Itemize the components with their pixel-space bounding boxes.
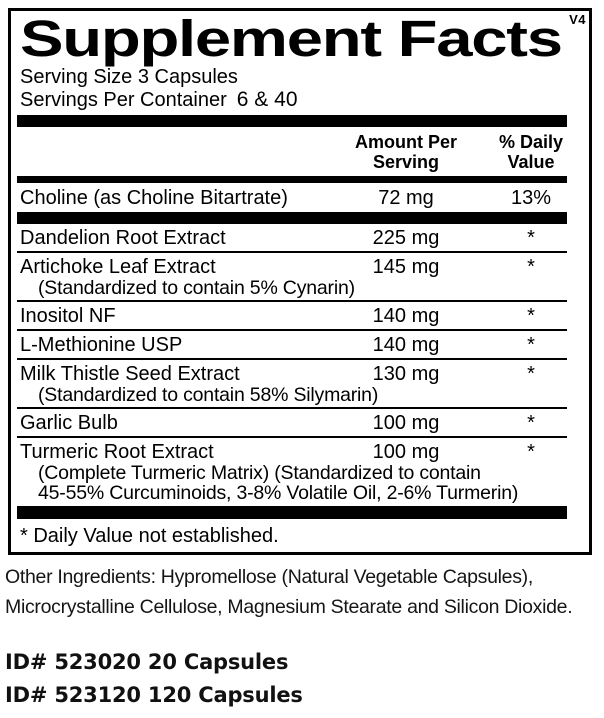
- ingredient-amount: 140 mg: [372, 305, 440, 328]
- panel-title: Supplement Facts: [20, 10, 562, 67]
- ingredient-standardization-note: 45-55% Curcuminoids, 3-8% Volatile Oil, 2-6% Turmerin): [38, 482, 519, 505]
- ingredient-name: Garlic Bulb: [20, 412, 118, 435]
- ingredient-daily-value: *: [527, 363, 535, 386]
- ingredient-daily-value: *: [527, 334, 535, 357]
- serving-size-line: Serving Size 3 Capsules: [20, 66, 238, 89]
- servings-per-container-line: [17, 89, 567, 112]
- table-header-row: [17, 127, 567, 176]
- ingredient-amount: 72 mg: [378, 187, 434, 210]
- servings-per-container-value: 6 & 40: [236, 87, 298, 111]
- ingredient-amount: 100 mg: [372, 441, 440, 464]
- ingredient-row-dandelion: [17, 224, 567, 253]
- product-id-line: ID# 523120 120 Capsules: [5, 683, 303, 707]
- ingredient-standardization-note: (Standardized to contain 5% Cynarin): [38, 277, 355, 300]
- header-amount-per-serving: Amount Per Serving: [354, 132, 457, 173]
- product-id-line: ID# 523020 20 Capsules: [5, 650, 289, 674]
- servings-per-container-label: Servings Per Container: [20, 88, 227, 111]
- ingredient-standardization-note: (Complete Turmeric Matrix) (Standardized to contain: [38, 462, 481, 485]
- ingredient-daily-value: *: [527, 227, 535, 250]
- header-percent-daily-value: % Daily Value: [498, 132, 564, 173]
- other-ingredients-line: Other Ingredients: Hypromellose (Natural Vegetable Capsules),: [5, 566, 533, 588]
- ingredient-daily-value: *: [527, 305, 535, 328]
- ingredient-row-turmeric: [17, 438, 567, 506]
- product-id-list: [5, 646, 604, 712]
- ingredient-row-inositol: [17, 302, 567, 331]
- ingredient-name: Choline (as Choline Bitartrate): [20, 187, 288, 210]
- ingredient-row-choline: [17, 183, 567, 212]
- ingredient-row-milk-thistle: [17, 360, 567, 409]
- ingredient-amount: 145 mg: [372, 256, 440, 279]
- ingredient-row-garlic: [17, 409, 567, 438]
- divider-bar-choline: [17, 212, 567, 224]
- ingredient-name: Turmeric Root Extract: [20, 441, 214, 464]
- ingredient-standardization-note: (Standardized to contain 58% Silymarin): [38, 384, 379, 407]
- ingredient-name: Artichoke Leaf Extract: [20, 256, 216, 279]
- ingredient-name: L-Methionine USP: [20, 334, 183, 357]
- daily-value-footnote: * Daily Value not established.: [20, 525, 279, 548]
- ingredient-amount: 225 mg: [372, 227, 440, 250]
- ingredient-name: Inositol NF: [20, 305, 116, 328]
- version-tag: V4: [569, 12, 586, 27]
- divider-bar-top: [17, 115, 567, 127]
- divider-bar-bottom: [17, 506, 567, 519]
- ingredient-daily-value: *: [527, 256, 535, 279]
- ingredient-row-methionine: [17, 331, 567, 360]
- other-ingredients: [5, 562, 604, 622]
- other-ingredients-line: Microcrystalline Cellulose, Magnesium Stearate and Silicon Dioxide.: [5, 596, 573, 618]
- ingredient-daily-value: *: [527, 412, 535, 435]
- ingredient-amount: 130 mg: [372, 363, 440, 386]
- supplement-facts-panel: [8, 8, 592, 555]
- divider-bar-header: [17, 176, 567, 183]
- ingredient-daily-value: 13%: [510, 187, 552, 210]
- ingredient-name: Dandelion Root Extract: [20, 227, 226, 250]
- ingredient-amount: 140 mg: [372, 334, 440, 357]
- ingredient-amount: 100 mg: [372, 412, 440, 435]
- ingredient-daily-value: *: [527, 441, 535, 464]
- ingredient-row-artichoke: [17, 253, 567, 302]
- below-panel-text: [5, 562, 604, 712]
- ingredient-name: Milk Thistle Seed Extract: [20, 363, 240, 386]
